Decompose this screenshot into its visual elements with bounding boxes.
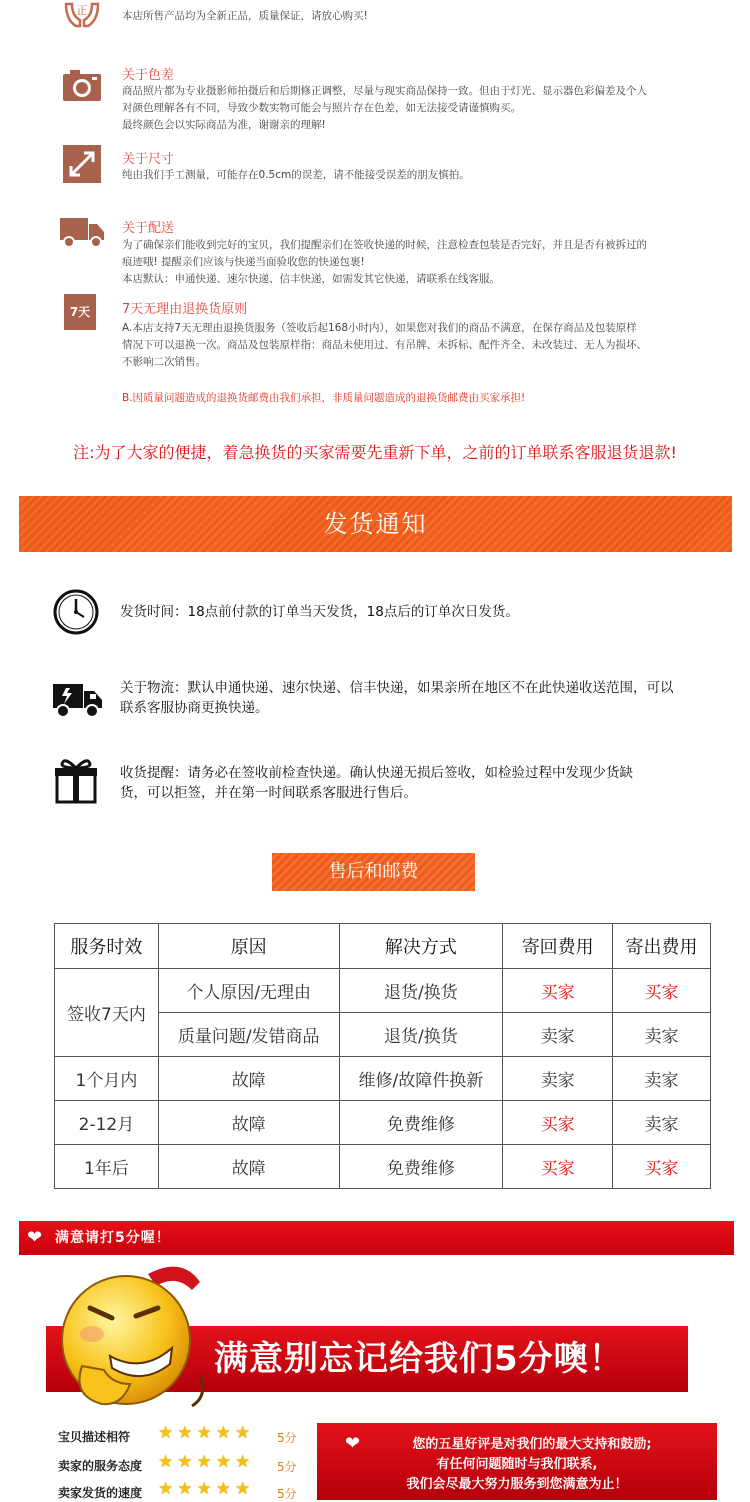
smiley-mascot-icon — [52, 1256, 212, 1416]
camera-icon — [62, 68, 102, 102]
receipt-reminder-text — [120, 763, 720, 803]
return-note-title: 7天无理由退换货原则 — [122, 302, 248, 317]
cell-solution: 退货/换货 — [339, 969, 503, 1013]
delivery-note-title: 关于配送 — [122, 221, 175, 236]
return-note-line: 情况下可以退换一次。商品及包装原样指：商品未使用过、有吊牌、未拆标、配件齐全、未改装过、无人为损坏、 — [122, 339, 647, 351]
rating-score: 5分 — [277, 1431, 297, 1445]
cell-send-fee: 买家 — [613, 969, 711, 1013]
table-row — [55, 1101, 711, 1145]
return-note-text — [122, 320, 722, 371]
table-row — [55, 1145, 711, 1189]
table-row — [55, 1057, 711, 1101]
cell-solution: 退货/换货 — [339, 1013, 503, 1057]
cell-period: 1个月内 — [55, 1057, 159, 1101]
cell-send-fee: 卖家 — [613, 1101, 711, 1145]
cell-reason: 个人原因/无理由 — [158, 969, 339, 1013]
heart-icon: ❤ — [27, 1227, 43, 1248]
return-fee-note: B.因质量问题造成的退换货邮费由我们承担，非质量问题造成的退换货邮费由买家承担! — [122, 392, 526, 404]
delivery-note-line: 为了确保亲们能收到完好的宝贝，我们提醒亲们在签收快递的时候，注意检查包装是否完好，并且是否有被拆过的 — [122, 239, 647, 251]
hands-genuine-icon — [62, 0, 102, 30]
logistics-truck-icon — [52, 676, 104, 724]
header-return-fee: 寄回费用 — [503, 924, 613, 969]
shipping-time-text: 发货时间：18点前付款的订单当天发货，18点后的订单次日发货。 — [120, 604, 519, 620]
header-send-fee: 寄出费用 — [613, 924, 711, 969]
cell-return-fee: 买家 — [503, 1145, 613, 1189]
header-solution: 解决方式 — [339, 924, 503, 969]
delivery-note-text — [122, 237, 722, 288]
rating-label: 卖家发货的速度 — [58, 1486, 143, 1500]
logistics-line: 联系客服协商更换快递。 — [120, 700, 269, 716]
cell-period: 2-12月 — [55, 1101, 159, 1145]
logistics-text — [120, 678, 720, 718]
logistics-line: 关于物流：默认申通快递、速尔快递、信丰快递，如果亲所在地区不在此快递收送范围，可以 — [120, 680, 674, 696]
cell-send-fee: 卖家 — [613, 1013, 711, 1057]
svg-text:正: 正 — [76, 4, 88, 17]
after-sale-table — [54, 923, 711, 1189]
rating-label: 宝贝描述相符 — [58, 1430, 131, 1444]
star-rating-icon: ★★★★★ — [158, 1452, 255, 1472]
thanks-box — [317, 1423, 717, 1500]
color-note-text — [122, 83, 722, 134]
star-rating-icon: ★★★★★ — [158, 1423, 255, 1443]
cell-solution: 免费维修 — [339, 1145, 503, 1189]
delivery-truck-icon — [59, 214, 105, 248]
receipt-line: 货，可以拒签，并在第一时间联系客服进行售后。 — [120, 785, 417, 801]
return-note-line: A.本店支持7天无理由退换货服务（签收后起168小时内），如果您对我们的商品不满意，在保存商品及包装原样 — [122, 322, 637, 334]
clock-icon — [52, 588, 102, 636]
rating-score: 5分 — [277, 1460, 297, 1474]
thanks-line: 有任何问题随时与我们联系, — [436, 1457, 598, 1472]
rating-request-bar — [19, 1221, 734, 1255]
cell-period: 1年后 — [55, 1145, 159, 1189]
cell-reason: 故障 — [158, 1145, 339, 1189]
cell-return-fee: 买家 — [503, 1101, 613, 1145]
cell-period: 签收7天内 — [55, 969, 159, 1057]
cell-solution: 免费维修 — [339, 1101, 503, 1145]
cell-return-fee: 卖家 — [503, 1057, 613, 1101]
cell-return-fee: 卖家 — [503, 1013, 613, 1057]
thanks-line: 您的五星好评是对我们的最大支持和鼓励; — [412, 1437, 652, 1452]
size-note-title: 关于尺寸 — [122, 152, 175, 167]
cell-reason: 故障 — [158, 1057, 339, 1101]
color-note-line: 对颜色理解各有不同，导致少数实物可能会与照片存在色差，如无法接受请谨慎购买。 — [122, 102, 521, 114]
header-reason: 原因 — [158, 924, 339, 969]
resize-arrow-icon — [62, 144, 102, 184]
return-note-line: 不影响二次销售。 — [122, 356, 206, 368]
rating-request-text: 满意请打5分喔！ — [55, 1230, 171, 1246]
five-star-banner-text: 满意别忘记给我们5分噢！ — [214, 1339, 624, 1379]
cell-reason: 故障 — [158, 1101, 339, 1145]
cell-send-fee: 买家 — [613, 1145, 711, 1189]
after-sale-banner: 售后和邮费 — [272, 853, 475, 891]
table-header-row — [55, 924, 711, 969]
color-note-title: 关于色差 — [122, 68, 175, 83]
receipt-line: 收货提醒：请务必在签收前检查快递。确认快递无损后签收，如检验过程中发现少货缺 — [120, 765, 633, 781]
table-row — [55, 969, 711, 1013]
color-note-line: 商品照片都为专业摄影师拍摄后和后期修正调整，尽量与现实商品保持一致。但由于灯光、显示器色彩偏差及个人 — [122, 85, 647, 97]
delivery-note-line: 本店默认：申通快递、速尔快递、信丰快递，如需发其它快递，请联系在线客服。 — [122, 273, 500, 285]
rating-label: 卖家的服务态度 — [58, 1459, 143, 1473]
cell-reason: 质量问题/发错商品 — [158, 1013, 339, 1057]
gift-box-icon — [52, 756, 102, 804]
guarantee-text: 本店所售产品均为全新正品，质量保证，请放心购买! — [122, 10, 368, 22]
delivery-note-line: 痕迹哦! 提醒亲们应该与快递当面验收您的快递包裹! — [122, 256, 365, 268]
size-note-text: 纯由我们手工测量，可能存在0.5cm的误差，请不能接受误差的朋友慎拍。 — [122, 169, 470, 181]
heart-icon: ❤ — [345, 1433, 361, 1454]
star-rating-icon: ★★★★★ — [158, 1479, 255, 1499]
shipping-notice-banner: 发货通知 — [19, 496, 732, 552]
rating-score: 5分 — [277, 1487, 297, 1501]
cell-return-fee: 买家 — [503, 969, 613, 1013]
color-note-line: 最终颜色会以实际商品为准，谢谢亲的理解! — [122, 119, 326, 131]
cell-send-fee: 卖家 — [613, 1057, 711, 1101]
cell-solution: 维修/故障件换新 — [339, 1057, 503, 1101]
important-note: 注:为了大家的便捷，着急换货的买家需要先重新下单，之前的订单联系客服退货退款! — [73, 443, 677, 462]
seven-day-icon: 7天 — [64, 294, 96, 330]
thanks-line: 我们会尽最大努力服务到您满意为止！ — [406, 1477, 628, 1492]
header-period: 服务时效 — [55, 924, 159, 969]
